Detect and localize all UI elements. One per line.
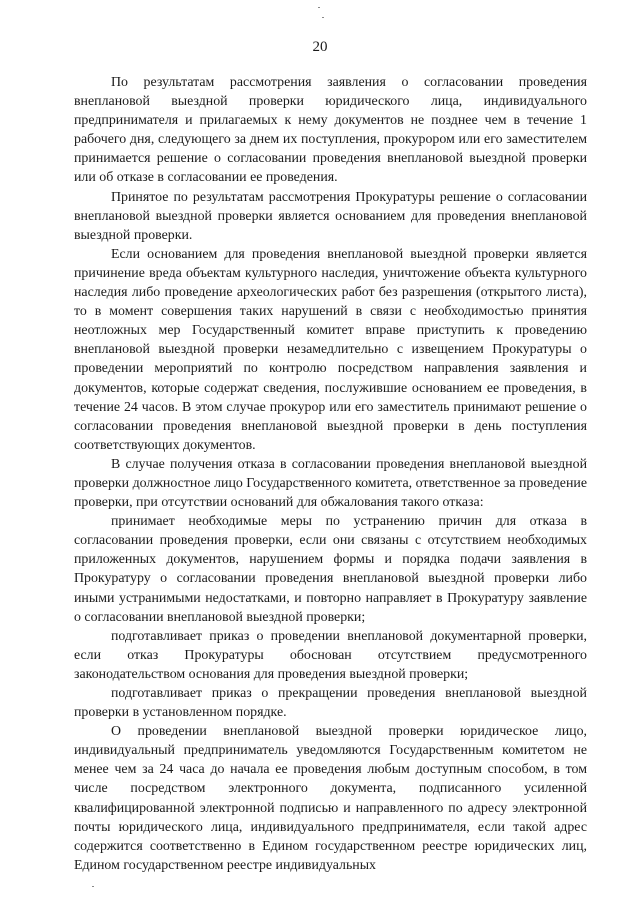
paragraph-review-decision: По результатам рассмотрения заявления о согласовании проведения внеплановой выездной проверки юридического лица, индивидуального предпринимателя и прилагаемых к нему документов не позднее чем в течение 1 рабочего дня, следующего за днем их поступления, прокурором или его заместителем принимается решение о согласовании проведения внеплановой выездной проверки или об отказе в согласовании ее проведения. [74,75,587,186]
scan-speck [92,886,94,887]
paragraph-cultural-heritage: Если основанием для проведения внеплановой выездной проверки является причинение вреда объектам культурного наследия, уничтожение объекта культурного наследия либо проведение археологических работ без разрешения (открытого листа), то в момент совершения таких нарушений в связи с необходимостью принятия неотложных мер Государственный комитет вправе приступить к проведению внеплановой выездной проверки незамедлительно с извещением Прокуратуры о проведении мероприятий по контролю посредством направления заявления и документов, которые содержат сведения, послужившие основанием ее проведения, в течение 24 часов. В этом случае прокурор или его заместитель принимают решение о согласовании проведения внеплановой выездной проверки в день поступления соответствующих документов. [74,246,587,453]
scan-speck [322,17,324,18]
list-item-documentary-check: подготавливает приказ о проведении внеплановой документарной проверки, если отказ Прокуратуры обоснован отсутствием предусмотренного законодательством основания для проведения выездной проверки; [74,628,587,682]
list-item-termination: подготавливает приказ о прекращении проведения внеплановой выездной проверки в установленном порядке. [74,686,587,721]
list-item-remedy: принимает необходимые меры по устранению причин для отказа в согласовании проведения проверки, если они связаны с отсутствием необходимых приложенных документов, нарушением формы и порядка подачи заявления в Прокуратуру о согласовании проведения внеплановой выездной проверки либо иными устранимыми недостатками, и повторно направляет в Прокуратуру заявление о согласовании внеплановой выездной проверки; [74,514,587,625]
document-body [74,73,587,875]
paragraph-approval-basis: Принятое по результатам рассмотрения Прокуратуры решение о согласовании внеплановой выездной проверки является основанием для проведения внеплановой выездной проверки. [74,189,587,243]
page-number: 20 [312,39,328,55]
paragraph-notification: О проведении внеплановой выездной проверки юридическое лицо, индивидуальный предприниматель уведомляются Государственным комитетом не менее чем за 24 часа до начала ее проведения любым доступным способом, в том числе посредством электронного документа, подписанного усиленной квалифицированной электронной подписью и направленного по адресу электронной почты юридического лица, индивидуального предпринимателя, если такой адрес содержится соответственно в Едином государственном реестре юридических лиц, Едином государственном реестре индивидуальных [74,724,587,873]
paragraph-refusal: В случае получения отказа в согласовании проведения внеплановой выездной проверки должностное лицо Государственного комитета, ответственное за проведение проверки, при отсутствии оснований для обжалования такого отказа: [74,456,588,511]
scan-speck [318,7,320,8]
